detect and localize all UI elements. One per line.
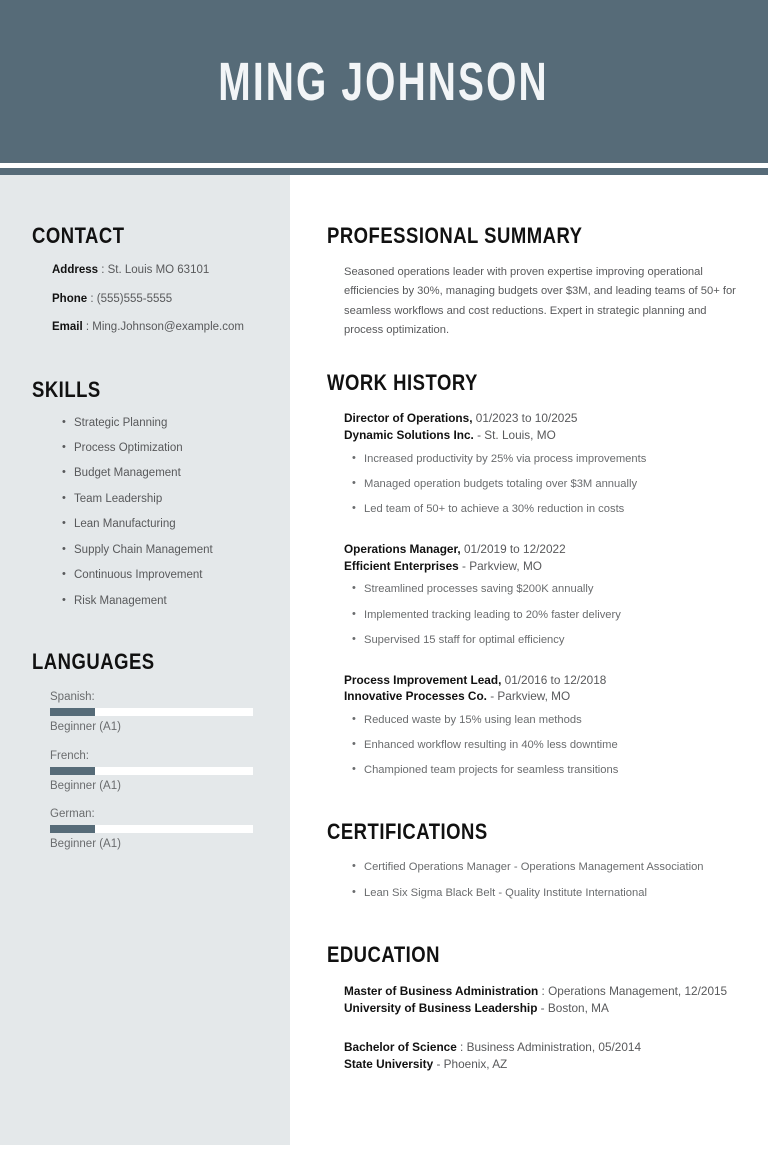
contact-heading: CONTACT [32, 223, 125, 248]
job-location: - Parkview, MO [486, 689, 571, 704]
language-name: Spanish: [50, 691, 95, 704]
education-field: : Business Administration, 05/2014 [456, 1039, 642, 1054]
spacer [0, 619, 290, 649]
list-item: • Implemented tracking leading to 20% faster delivery [352, 608, 746, 623]
contact-row [52, 292, 290, 308]
job-title: Process Improvement Lead, [344, 672, 502, 687]
education-school-line [344, 1000, 746, 1017]
language-proficiency-bar [50, 825, 253, 833]
education-entry [344, 983, 746, 1017]
education-degree: Bachelor of Science [344, 1039, 457, 1054]
list-item: • Budget Management [62, 466, 290, 481]
language-item [50, 748, 255, 796]
list-item: • Championed team projects for seamless transitions [352, 763, 746, 778]
work-history-entry [344, 527, 746, 648]
job-location: - St. Louis, MO [473, 427, 556, 442]
job-location: - Parkview, MO [458, 558, 542, 573]
work-history-entry [344, 658, 746, 779]
language-item [50, 689, 255, 737]
job-company-line [344, 558, 746, 575]
job-company-line [344, 427, 746, 444]
education-location: - Phoenix, AZ [433, 1057, 508, 1072]
contact-label-email: Email [52, 321, 83, 334]
language-proficiency-fill [50, 708, 95, 716]
contact-value-phone: (555)555-5555 [96, 292, 173, 305]
contact-separator: : [87, 292, 97, 305]
job-title: Director of Operations, [344, 411, 473, 426]
main-column [290, 185, 768, 1152]
summary-heading: PROFESSIONAL SUMMARY [327, 223, 583, 248]
contact-separator: : [82, 321, 93, 334]
work-history-entry [344, 396, 746, 517]
education-entry [344, 1039, 746, 1073]
education-degree-line [344, 983, 746, 1000]
education-school: State University [344, 1057, 434, 1072]
skills-heading: SKILLS [32, 376, 101, 402]
list-item: • Led team of 50+ to achieve a 30% reduction in costs [352, 502, 746, 517]
job-title-line [344, 541, 746, 558]
list-item: • Lean Six Sigma Black Belt - Quality Institute International [352, 886, 746, 901]
list-item: • Lean Manufacturing [62, 517, 290, 532]
list-item: • Reduced waste by 15% using lean methods [352, 713, 746, 728]
skills-list [62, 416, 290, 609]
education-field: : Operations Management, 12/2015 [538, 983, 728, 998]
language-level: Beginner (A1) [50, 779, 121, 792]
candidate-name: MING JOHNSON [218, 51, 550, 112]
summary-text: Seasoned operations leader with proven expertise improving operational efficiencies by 30%, managing budgets over $3M, and leading teams of 50+ for seamless workflows and cost reductions. Expert in strategic planning and process optimization. [344, 266, 736, 336]
job-bullet-list [352, 452, 746, 517]
education-school: University of Business Leadership [344, 1000, 538, 1015]
list-item: • Managed operation budgets totaling over $3M annually [352, 477, 746, 492]
list-item: • Supervised 15 staff for optimal efficiency [352, 633, 746, 648]
job-dates: 01/2019 to 12/2022 [460, 541, 566, 556]
list-item: • Increased productivity by 25% via process improvements [352, 452, 746, 467]
contact-label-phone: Phone [52, 292, 88, 305]
job-dates: 01/2016 to 12/2018 [501, 672, 607, 687]
education-degree: Master of Business Administration [344, 983, 539, 998]
language-proficiency-fill [50, 767, 95, 775]
contact-row [52, 320, 290, 336]
language-name: French: [50, 749, 89, 762]
education-location: - Boston, MA [537, 1000, 609, 1015]
certifications-list [352, 860, 746, 901]
contact-label-address: Address [52, 264, 99, 276]
languages-heading: LANGUAGES [32, 649, 155, 675]
list-item: • Streamlined processes saving $200K annually [352, 582, 746, 597]
sidebar-column [0, 175, 290, 1145]
contact-list [52, 263, 290, 336]
spacer [327, 789, 746, 819]
list-item: • Enhanced workflow resulting in 40% less downtime [352, 738, 746, 753]
language-proficiency-fill [50, 825, 95, 833]
job-company-line [344, 688, 746, 705]
spacer [0, 349, 290, 377]
language-level: Beginner (A1) [50, 838, 121, 851]
spacer [327, 340, 746, 370]
job-bullet-list [352, 713, 746, 778]
contact-row [52, 263, 290, 279]
job-company: Dynamic Solutions Inc. [344, 427, 474, 442]
job-title-line [344, 672, 746, 689]
list-item: • Continuous Improvement [62, 568, 290, 583]
spacer [327, 912, 746, 942]
education-heading: EDUCATION [327, 941, 441, 967]
job-bullet-list [352, 582, 746, 647]
language-name: German: [50, 808, 95, 821]
contact-separator: : [98, 264, 108, 276]
language-proficiency-bar [50, 708, 253, 716]
education-degree-line [344, 1039, 746, 1056]
education-school-line [344, 1056, 746, 1073]
job-dates: 01/2023 to 10/2025 [472, 411, 578, 426]
job-company: Innovative Processes Co. [344, 689, 487, 704]
resume-header-banner [0, 0, 768, 163]
contact-value-email: Ming.Johnson@example.com [92, 321, 244, 334]
job-company: Efficient Enterprises [344, 558, 459, 573]
contact-value-address: St. Louis MO 63101 [107, 264, 210, 276]
list-item: • Certified Operations Manager - Operations Management Association [352, 860, 746, 875]
language-level: Beginner (A1) [50, 721, 121, 734]
list-item: • Supply Chain Management [62, 543, 290, 558]
work-history-heading: WORK HISTORY [327, 370, 478, 396]
list-item: • Strategic Planning [62, 416, 290, 431]
job-title-line [344, 410, 746, 427]
header-accent-rule [0, 168, 768, 175]
certifications-heading: CERTIFICATIONS [327, 818, 488, 844]
language-item [50, 806, 255, 854]
list-item: • Risk Management [62, 594, 290, 609]
list-item: • Process Optimization [62, 441, 290, 456]
languages-list [50, 689, 255, 854]
language-proficiency-bar [50, 767, 253, 775]
list-item: • Team Leadership [62, 492, 290, 507]
job-title: Operations Manager, [344, 541, 461, 556]
